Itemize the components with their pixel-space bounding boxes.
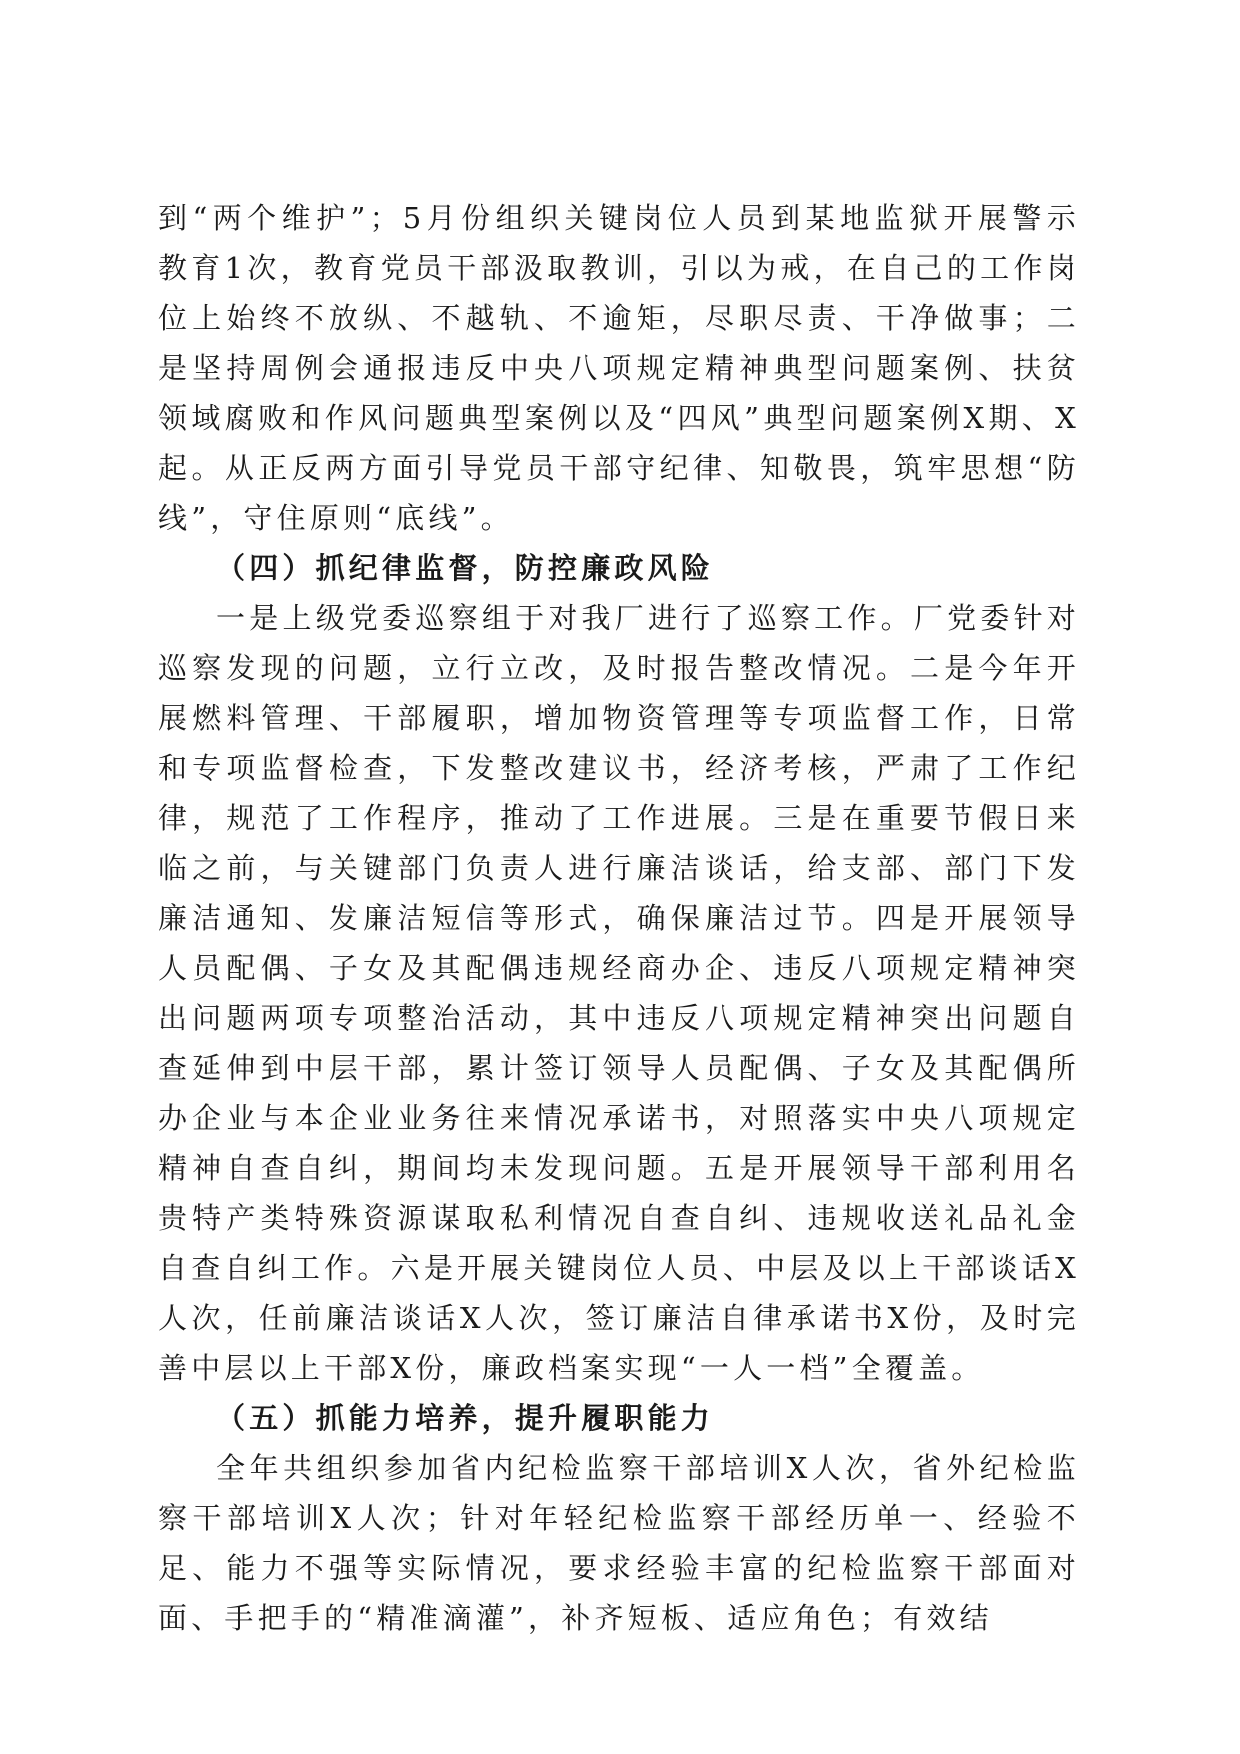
paragraph-discipline-supervision: 一是上级党委巡察组于对我厂进行了巡察工作。厂党委针对巡察发现的问题，立行立改，及时报告整改情况。二是今年开展燃料管理、干部履职，增加物资管理等专项监督工作，日常和专项监督检查，下发整改建议书，经济考核，严肃了工作纪律，规范了工作程序，推动了工作进展。三是在重要节假日来临之前，与关键部门负责人进行廉洁谈话，给支部、部门下发廉洁通知、发廉洁短信等形式，确保廉洁过节。四是开展领导人员配偶、子女及其配偶违规经商办企、违反八项规定精神突出问题两项专项整治活动，其中违反八项规定精神突出问题自查延伸到中层干部，累计签订领导人员配偶、子女及其配偶所办企业与本企业业务往来情况承诺书，对照落实中央八项规定精神自查自纠，期间均未发现问题。五是开展领导干部利用名贵特产类特殊资源谋取私利情况自查自纠、违规收送礼品礼金自查自纠工作。六是开展关键岗位人员、中层及以上干部谈话X人次，任前廉洁谈话X人次，签订廉洁自律承诺书X份，及时完善中层以上干部X份，廉政档案实现“一人一档”全覆盖。 <box>158 601 1080 1385</box>
paragraph-continuation: 到“两个维护”；5月份组织关键岗位人员到某地监狱开展警示教育1次，教育党员干部汲取教训，引以为戒，在自己的工作岗位上始终不放纵、不越轨、不逾矩，尽职尽责、干净做事；二是坚持周例会通报违反中央八项规定精神典型问题案例、扶贫领域腐败和作风问题典型案例以及“四风”典型问题案例X期、X起。从正反两方面引导党员干部守纪律、知敬畏，筑牢思想“防线”，守住原则“底线”。 <box>158 201 1080 535</box>
section-heading-4: （四）抓纪律监督，防控廉政风险 <box>216 551 715 585</box>
document-body <box>158 193 1080 1643</box>
section-heading-5: （五）抓能力培养，提升履职能力 <box>216 1401 715 1435</box>
paragraph-capacity-training: 全年共组织参加省内纪检监察干部培训X人次，省外纪检监察干部培训X人次；针对年轻纪检监察干部经历单一、经验不足、能力不强等实际情况，要求经验丰富的纪检监察干部面对面、手把手的“精准滴灌”，补齐短板、适应角色；有效结 <box>158 1451 1080 1635</box>
